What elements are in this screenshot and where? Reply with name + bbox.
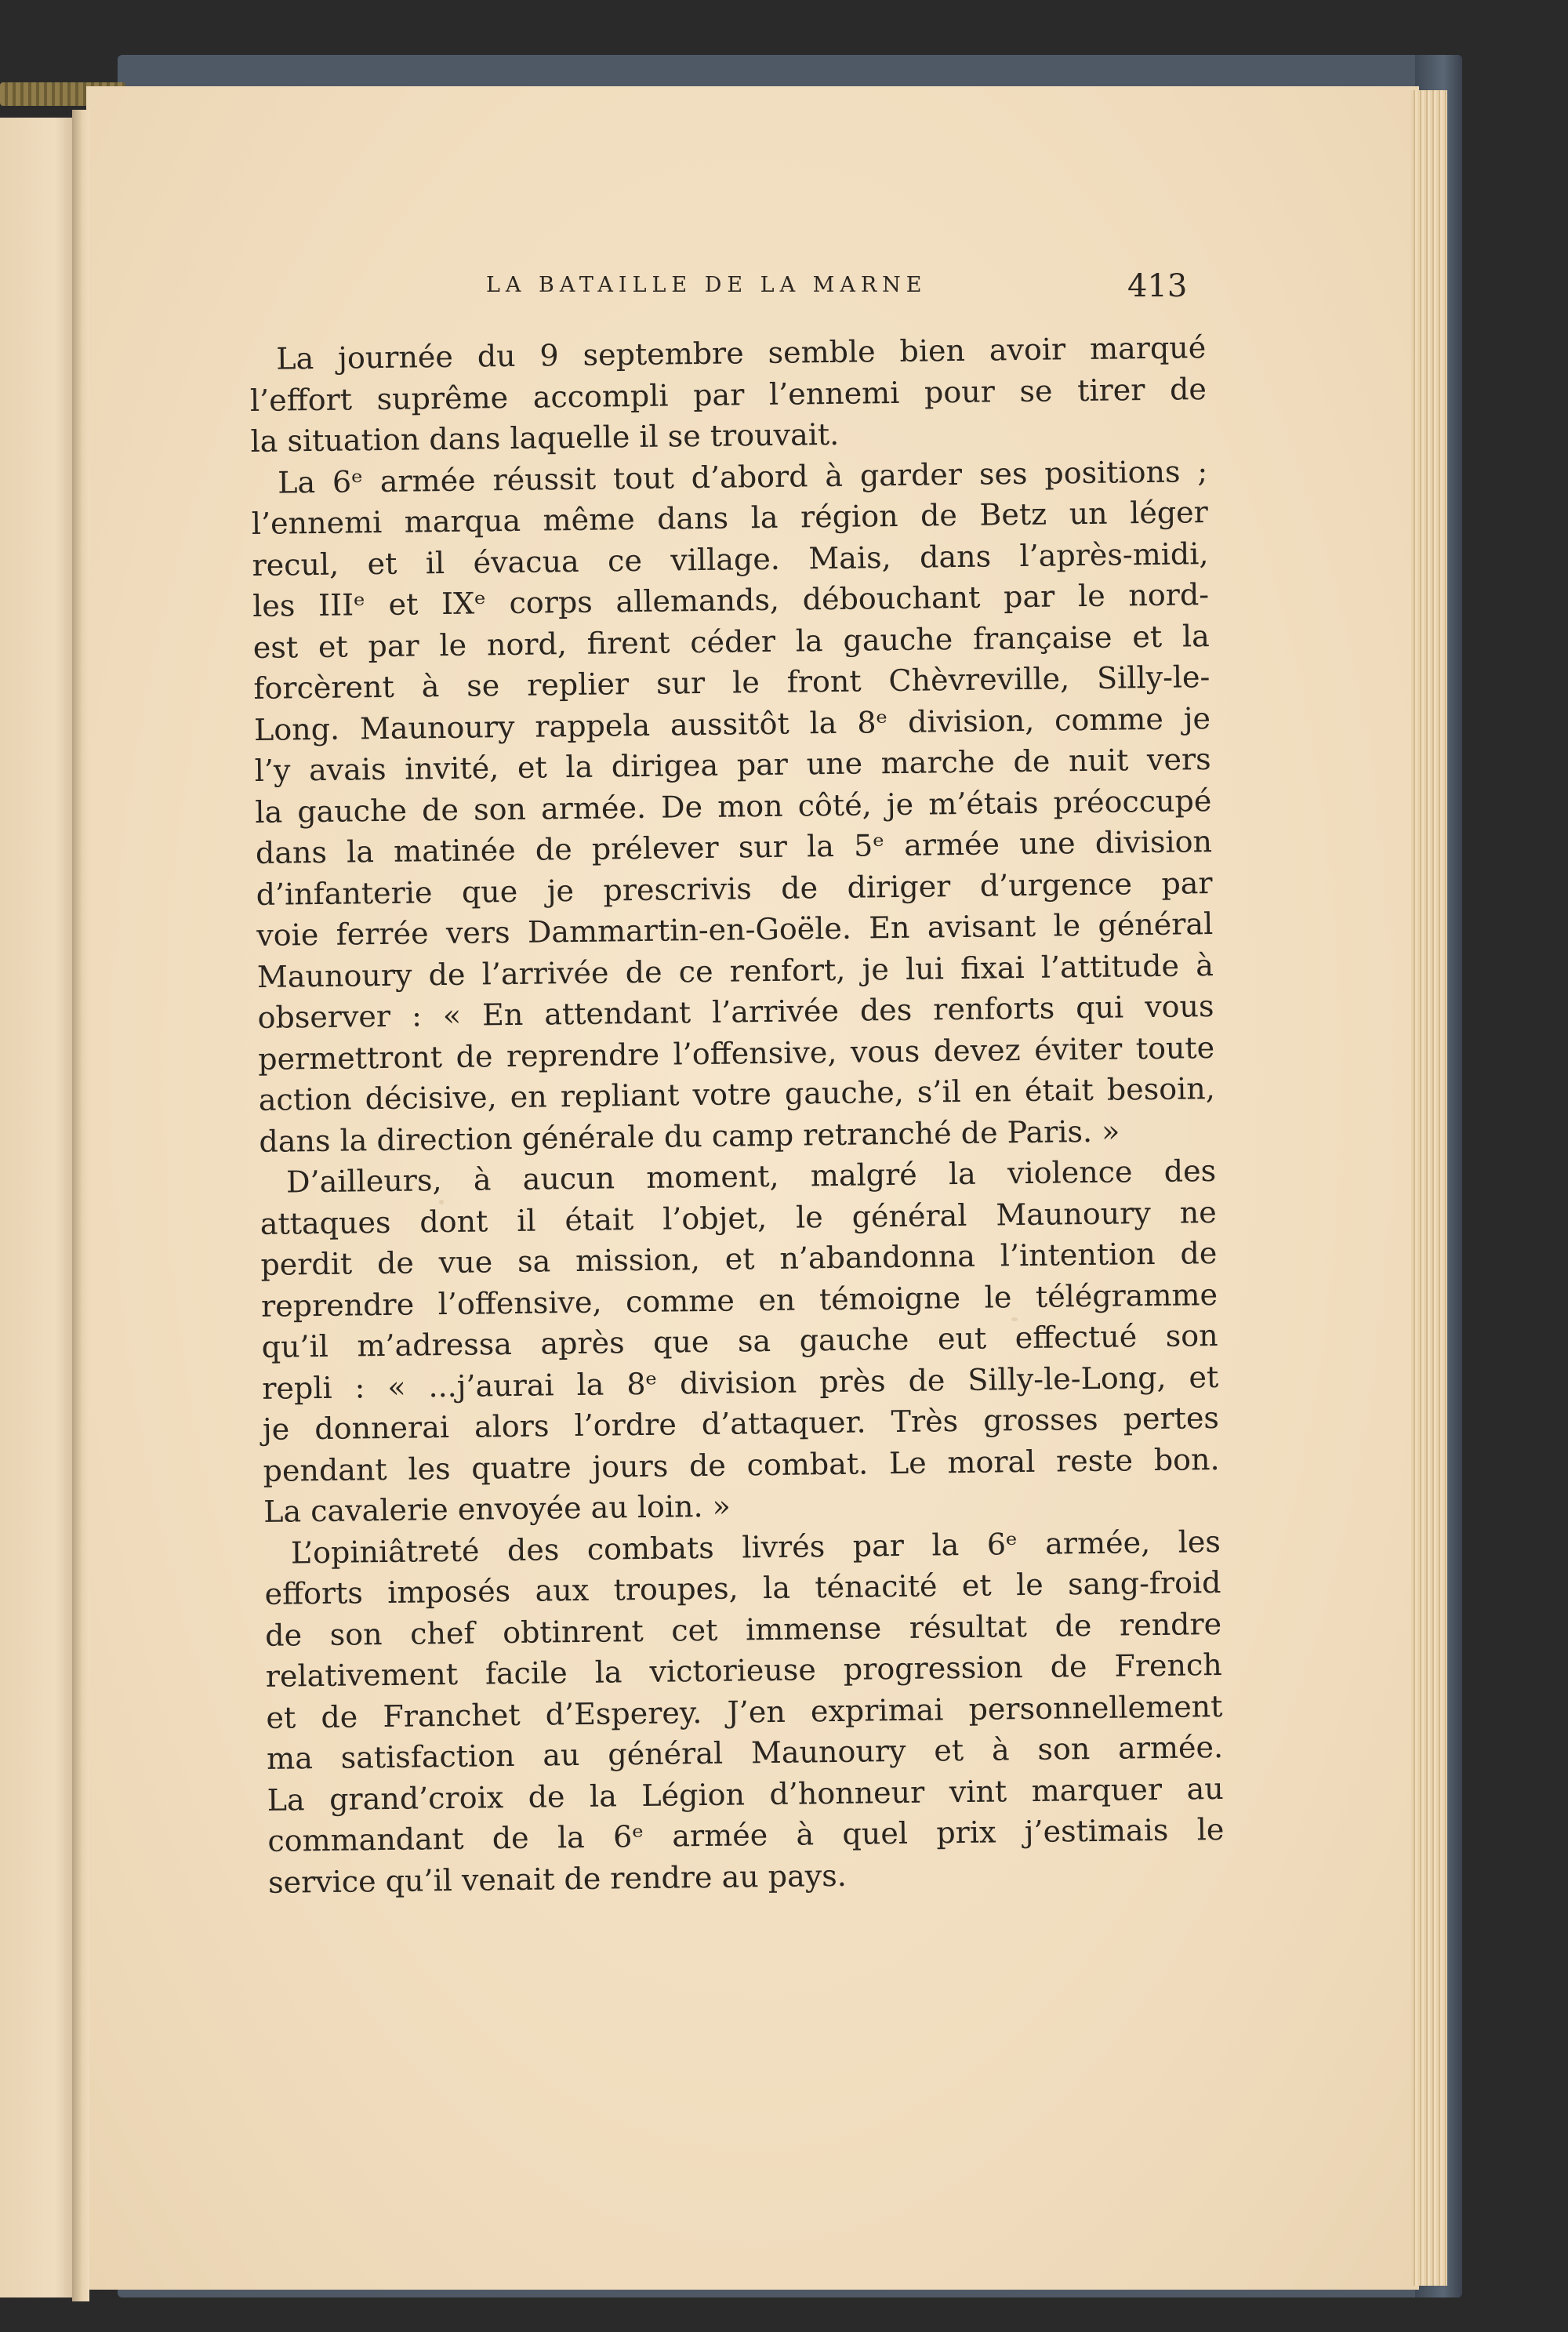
text-line: la gauche de son armée. De mon côté, je m’étais préoccupé xyxy=(255,783,1212,830)
text-line: D’ailleurs, à aucun moment, malgré la violence des xyxy=(285,1153,1217,1200)
page-stack-edge xyxy=(1411,90,1447,2286)
page-gutter xyxy=(72,110,89,2301)
text-line: observer : « En attendant l’arrivée des renforts qui vous xyxy=(257,989,1214,1035)
text-line: perdit de vue sa mission, et n’abandonna l’intention de xyxy=(260,1236,1218,1282)
text-line: attaques dont il était l’objet, le général Maunoury ne xyxy=(260,1194,1217,1241)
running-title: LA BATAILLE DE LA MARNE xyxy=(486,273,927,297)
body-text xyxy=(249,327,1225,1903)
text-line: repli : « ...j’aurai la 8ᵉ division près de Silly-le-Long, et xyxy=(262,1359,1219,1406)
text-line: dans la direction générale du camp retranché de Paris. » xyxy=(259,1113,1120,1159)
text-line: dans la matinée de prélever sur la 5ᵉ armée une division xyxy=(255,824,1213,870)
text-line: service qu’il venait de rendre au pays. xyxy=(267,1858,848,1900)
text-line: action décisive, en repliant votre gauche, s’il en était besoin, xyxy=(258,1071,1216,1117)
text-line: voie ferrée vers Dammartin-en-Goële. En avisant le général xyxy=(256,906,1214,953)
text-line: relativement facile la victorieuse progression de French xyxy=(265,1647,1223,1694)
text-line: efforts imposés aux troupes, la ténacité et le sang-froid xyxy=(264,1564,1221,1611)
text-line: je donnerai alors l’ordre d’attaquer. Très grosses pertes xyxy=(262,1400,1220,1447)
text-line: forcèrent à se replier sur le front Chèvreville, Silly-le- xyxy=(253,659,1210,706)
text-line: ma satisfaction au général Maunoury et à son armée. xyxy=(266,1729,1224,1776)
paragraph xyxy=(260,1150,1221,1532)
text-line: recul, et il évacua ce village. Mais, dans l’après-midi, xyxy=(252,536,1209,583)
text-line: permettront de reprendre l’offensive, vous devez éviter toute xyxy=(257,1030,1215,1077)
text-line: pendant les quatre jours de combat. Le moral reste bon. xyxy=(263,1441,1220,1488)
text-line: et de Franchet d’Esperey. J’en exprimai personnellement xyxy=(266,1688,1223,1735)
text-line: d’infanterie que je prescrivis de diriger d’urgence par xyxy=(256,865,1213,912)
text-line: La grand’croix de la Légion d’honneur vint marquer au xyxy=(267,1771,1224,1818)
text-line: est et par le nord, firent céder la gauche française et la xyxy=(252,618,1210,665)
text-line: l’effort suprême accompli par l’ennemi pour se tirer de xyxy=(249,371,1207,418)
paragraph xyxy=(251,451,1216,1162)
text-line: la situation dans laquelle il se trouvait. xyxy=(250,416,840,459)
text-line: qu’il m’adressa après que sa gauche eut effectué son xyxy=(261,1318,1218,1364)
text-line: La journée du 9 septembre semble bien avoir marqué xyxy=(276,330,1207,376)
text-line: commandant de la 6ᵉ armée à quel prix j’estimais le xyxy=(267,1811,1225,1858)
text-line: les IIIᵉ et IXᵉ corps allemands, débouchant par le nord- xyxy=(252,577,1210,623)
text-line: Maunoury de l’arrivée de ce renfort, je lui fixai l’attitude à xyxy=(256,947,1214,994)
text-line: La 6ᵉ armée réussit tout d’abord à garder ses positions ; xyxy=(277,453,1208,500)
page-header xyxy=(204,268,1192,315)
text-line: l’y avais invité, et la dirigea par une marche de nuit vers xyxy=(254,742,1211,788)
left-page-edge xyxy=(0,118,78,2297)
page-number: 413 xyxy=(1127,268,1188,304)
text-line: l’ennemi marqua même dans la région de Betz un léger xyxy=(251,495,1209,541)
text-line: Long. Maunoury rappela aussitôt la 8ᵉ division, comme je xyxy=(253,700,1211,747)
text-line: reprendre l’offensive, comme en témoigne le télégramme xyxy=(260,1277,1218,1324)
paragraph xyxy=(249,327,1207,462)
text-line: L’opiniâtreté des combats livrés par la 6ᵉ armée, les xyxy=(290,1524,1221,1570)
text-line: de son chef obtinrent cet immense résultat de rendre xyxy=(264,1606,1222,1653)
paragraph xyxy=(264,1520,1225,1902)
text-line: La cavalerie envoyée au loin. » xyxy=(263,1488,731,1529)
